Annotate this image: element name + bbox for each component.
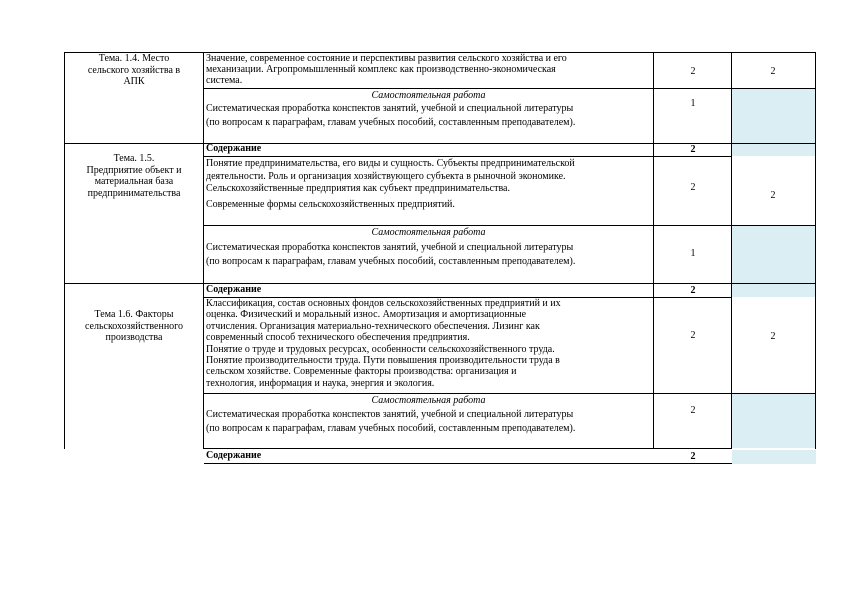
self-work-hours: 2: [690, 405, 696, 416]
self-work-hours: 1: [690, 98, 696, 109]
self-work-title: Самостоятельная работа: [371, 227, 486, 238]
topic-cell: Тема. 1.4. Место сельского хозяйства в АПК: [87, 53, 181, 87]
content-heading: Содержание: [206, 143, 262, 154]
table-border: [204, 463, 732, 464]
self-work-title: Самостоятельная работа: [371, 90, 486, 101]
level-value: 2: [770, 190, 776, 201]
shaded-cell: [732, 394, 816, 448]
content-cell: Классификация, состав основных фондов сельскохозяйственных предприятий и их оценка. Физический и моральный износ. Амортизация и амортизационные отчисления. Организация материально-технического обеспечения. Лизинг как современный способ технического обеспечения предприятия. Понятие о труде и трудовых ресурсах, особенности сельскохозяйственного труда. Понятие производительности труда. Пути повышения производительности труда в сельском хозяйстве. Современные факторы производства: организация и технология, информация и наука, энергия и экология.: [206, 298, 561, 389]
table-border: [204, 156, 732, 157]
self-work-text: Систематическая проработка конспектов занятий, учебной и специальной литературы (по вопросам к параграфам, главам учебных пособий, составленным преподавателем).: [206, 103, 576, 128]
heading-hours: 2: [690, 285, 696, 296]
table-border: [204, 225, 816, 226]
self-work-hours: 1: [690, 248, 696, 259]
shaded-cell: [732, 143, 816, 156]
hours-value: 2: [690, 330, 696, 341]
self-work-title: Самостоятельная работа: [371, 395, 486, 406]
table-border: [731, 52, 732, 449]
topic-cell: Тема. 1.5. Предприятие объект и материальная база предпринимательства: [86, 153, 182, 199]
content-heading: Содержание: [206, 284, 262, 295]
table-border: [204, 448, 732, 449]
content-cell: Понятие предпринимательства, его виды и сущность. Субъекты предпринимательской деятельности. Роль и организация хозяйствующего субъекта в рыночной экономике. Сельскохозяйственные предприятия как субъект предпринимательства. Современные формы сельскохозяйственных предприятий.: [206, 158, 575, 210]
heading-hours: 2: [690, 451, 696, 462]
level-value: 2: [770, 331, 776, 342]
table-border: [203, 52, 204, 449]
table-border: [204, 393, 816, 394]
table-border: [653, 52, 654, 449]
topic-cell: Тема 1.6. Факторы сельскохозяйственного производства: [84, 309, 184, 343]
heading-hours: 2: [690, 144, 696, 155]
shaded-cell: [732, 284, 816, 297]
hours-value: 2: [690, 66, 696, 77]
table-border: [204, 88, 816, 89]
shaded-cell: [732, 89, 816, 143]
shaded-cell: [732, 450, 816, 464]
hours-value: 2: [690, 182, 696, 193]
table-border: [815, 52, 816, 449]
content-cell: Значение, современное состояние и перспективы развития сельского хозяйства и его механизации. Агропромышленный комплекс как производственно-экономическая система.: [206, 53, 567, 86]
level-value: 2: [770, 66, 776, 77]
self-work-text: Систематическая проработка конспектов занятий, учебной и специальной литературы (по вопросам к параграфам, главам учебных пособий, составленным преподавателем).: [206, 409, 576, 434]
table-border: [64, 283, 816, 284]
table-border: [64, 52, 65, 449]
shaded-cell: [732, 226, 816, 284]
self-work-text: Систематическая проработка конспектов занятий, учебной и специальной литературы (по вопросам к параграфам, главам учебных пособий, составленным преподавателем).: [206, 242, 576, 267]
content-heading: Содержание: [206, 450, 262, 461]
